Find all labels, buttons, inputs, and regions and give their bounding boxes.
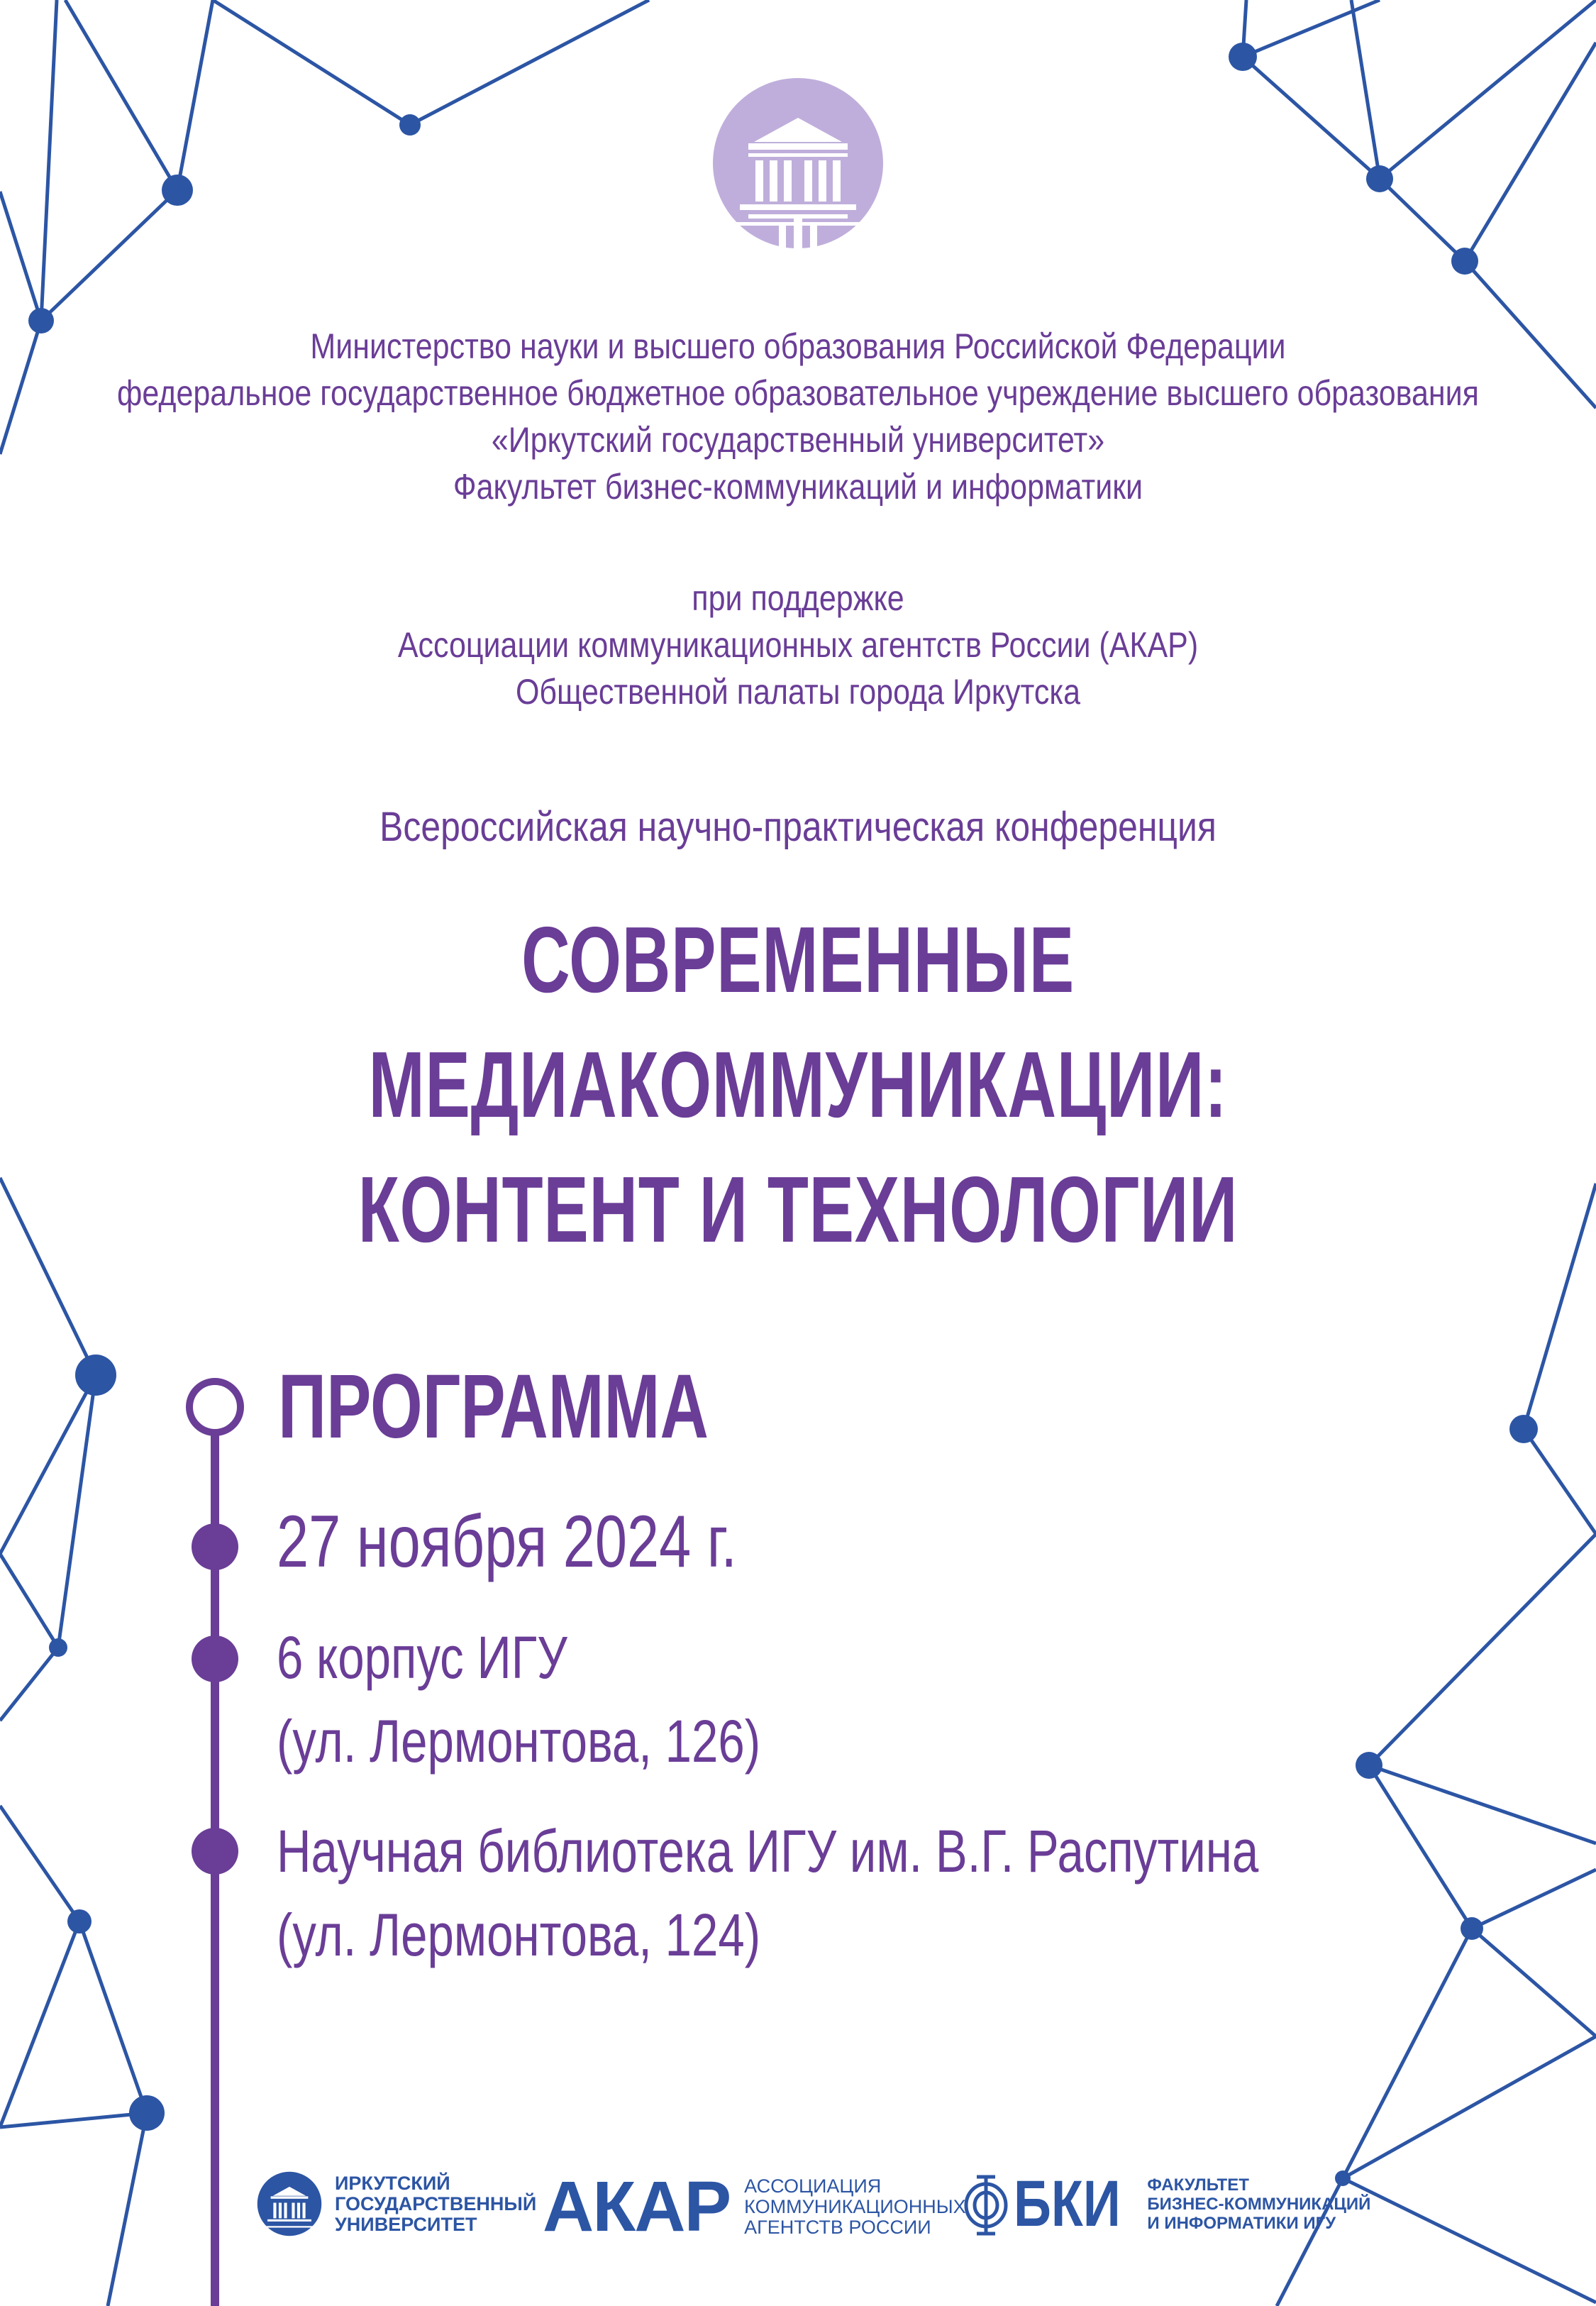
conference-title-line2: КОНТЕНТ И ТЕХНОЛОГИИ bbox=[358, 1157, 1238, 1262]
timeline-start-marker bbox=[189, 1381, 240, 1433]
footer-igu-line1: ИРКУТСКИЙ bbox=[335, 2172, 450, 2194]
footer-akar-logo bbox=[543, 2167, 966, 2246]
university-building-icon bbox=[257, 2171, 322, 2236]
footer-bki-logo bbox=[961, 2168, 1371, 2240]
venue-2-name: Научная библиотека ИГУ им. В.Г. Распутина bbox=[277, 1818, 1259, 1885]
support-chamber: Общественной палаты города Иркутска bbox=[515, 672, 1081, 712]
timeline-marker-date bbox=[192, 1523, 238, 1570]
venue-2-address: (ул. Лермонтова, 124) bbox=[277, 1902, 761, 1968]
faculty-line: Факультет бизнес-коммуникаций и информатики bbox=[453, 467, 1143, 507]
footer-bki-line2: БИЗНЕС-КОММУНИКАЦИЙ bbox=[1147, 2194, 1371, 2214]
university-building-icon bbox=[711, 77, 885, 250]
program-title: ПРОГРАММА bbox=[278, 1356, 709, 1457]
institution-header bbox=[112, 323, 1485, 510]
footer-igu-line2: ГОСУДАРСТВЕННЫЙ bbox=[335, 2192, 537, 2214]
footer-akar-line1: АССОЦИАЦИЯ bbox=[744, 2175, 882, 2197]
program-date: 27 ноября 2024 г. bbox=[277, 1501, 737, 1583]
footer-bki-line1: ФАКУЛЬТЕТ bbox=[1147, 2175, 1249, 2195]
venue-1-address: (ул. Лермонтова, 126) bbox=[277, 1708, 761, 1775]
venue-1 bbox=[277, 1616, 760, 1783]
footer-akar-line2: КОММУНИКАЦИОННЫХ bbox=[744, 2195, 966, 2217]
bki-wordmark: БКИ bbox=[1014, 2168, 1121, 2240]
support-akar: Ассоциации коммуникационных агентств России (АКАР) bbox=[397, 625, 1199, 665]
support-block bbox=[112, 575, 1485, 715]
conference-type: Всероссийская научно-практическая конференция bbox=[379, 804, 1217, 850]
timeline-marker-venue2 bbox=[192, 1828, 238, 1875]
venue-1-name: 6 корпус ИГУ bbox=[277, 1624, 567, 1691]
footer-igu-logo bbox=[257, 2171, 536, 2236]
akar-wordmark: АКАР bbox=[543, 2167, 731, 2246]
institution-type-line: федеральное государственное бюджетное образовательное учреждение высшего образования bbox=[117, 373, 1479, 413]
footer-akar-line3: АГЕНТСТВ РОССИИ bbox=[744, 2216, 931, 2238]
venue-2 bbox=[277, 1809, 1258, 1977]
conference-title-line1: СОВРЕМЕННЫЕ МЕДИАКОММУНИКАЦИИ: bbox=[368, 907, 1228, 1137]
timeline-marker-venue1 bbox=[192, 1635, 238, 1682]
bki-emblem-icon bbox=[961, 2171, 1011, 2236]
university-name-line: «Иркутский государственный университет» bbox=[491, 420, 1105, 460]
support-intro: при поддержке bbox=[692, 578, 904, 618]
ministry-line: Министерство науки и высшего образования Российской Федерации bbox=[310, 326, 1286, 366]
footer-bki-line3: И ИНФОРМАТИКИ ИГУ bbox=[1147, 2213, 1336, 2233]
conference-title bbox=[223, 898, 1373, 1272]
footer-igu-line3: УНИВЕРСИТЕТ bbox=[335, 2213, 477, 2235]
